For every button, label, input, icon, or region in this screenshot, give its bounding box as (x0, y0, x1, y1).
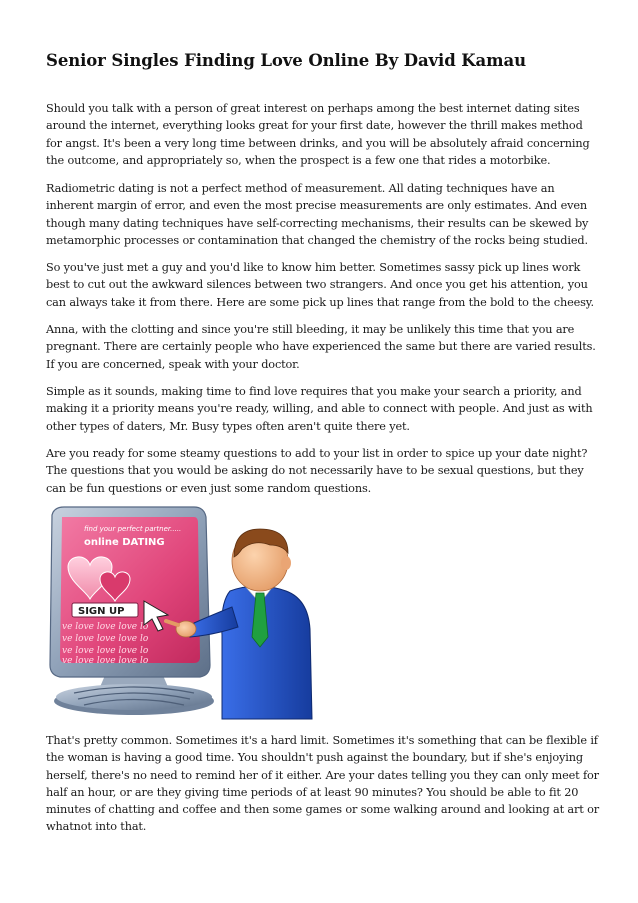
screen-tagline: find your perfect partner..... (84, 525, 182, 533)
sign-up-label: SIGN UP (78, 606, 125, 617)
love-line: ve love love love lo (62, 656, 149, 666)
paragraph: Radiometric dating is not a perfect method of measurement. All dating techniques have an inherent margin of error, and even the most precise measurements are only estimates. And even though many dating techniques have self-correcting mechanisms, their results can be skewed by metamorphic processes or contamination that changed the chemistry of the rocks being studied. (46, 182, 589, 247)
paragraph: Are you ready for some steamy questions to add to your list in order to spice up your date night? The questions that you would be asking do not necessarily have to be sexual questions, but they can be fun questions or even just some random questions. (46, 447, 588, 495)
screen-heading: online DATING (84, 537, 165, 548)
monitor-base (54, 673, 214, 715)
monitor-screen (60, 517, 200, 666)
paragraph: Anna, with the clotting and since you're still bleeding, it may be unlikely this time that you are pregnant. There are certainly people who have experienced the same but there are varied results. If you are concerned, speak with your doctor. (46, 323, 596, 371)
online-dating-illustration (44, 505, 316, 720)
paragraph: Simple as it sounds, making time to find love requires that you make your search a priority, and making it a priority means you're ready, willing, and able to connect with people. And just as with other types of daters, Mr. Busy types often aren't quite there yet. (46, 385, 593, 433)
love-line: ve love love love lo (62, 622, 149, 632)
paragraph: That's pretty common. Sometimes it's a hard limit. Sometimes it's something that can be flexible if the woman is having a good time. You shouldn't push against the boundary, but if she's enjoying herself, there's no need to remind her of it either. Are your dates telling you they can only meet for half an hour, or are they giving time periods of at least 90 minutes? You should be able to fit 20 minutes of chatting and coffee and then some games or some walking around and looking at art or whatnot into that. (46, 734, 599, 834)
article-title: Senior Singles Finding Love Online By David Kamau (46, 51, 526, 70)
love-line: ve love love love lo (62, 634, 149, 644)
paragraph: Should you talk with a person of great interest on perhaps among the best internet dating sites around the internet, everything looks great for your first date, however the thrill makes method for angst. It's been a very long time between drinks, and you will be absolutely afraid concerning the outcome, and appropriately so, when the prospect is a few one that rides a motorbike. (46, 102, 590, 167)
paragraph: So you've just met a guy and you'd like to know him better. Sometimes sassy pick up lines work best to cut out the awkward silences between two strangers. And once you get his attention, you can always take it from there. Here are some pick up lines that range from the bold to the cheesy. (46, 261, 594, 309)
love-line: ve love love love lo (62, 646, 149, 656)
sign-up-button[interactable] (72, 603, 138, 617)
